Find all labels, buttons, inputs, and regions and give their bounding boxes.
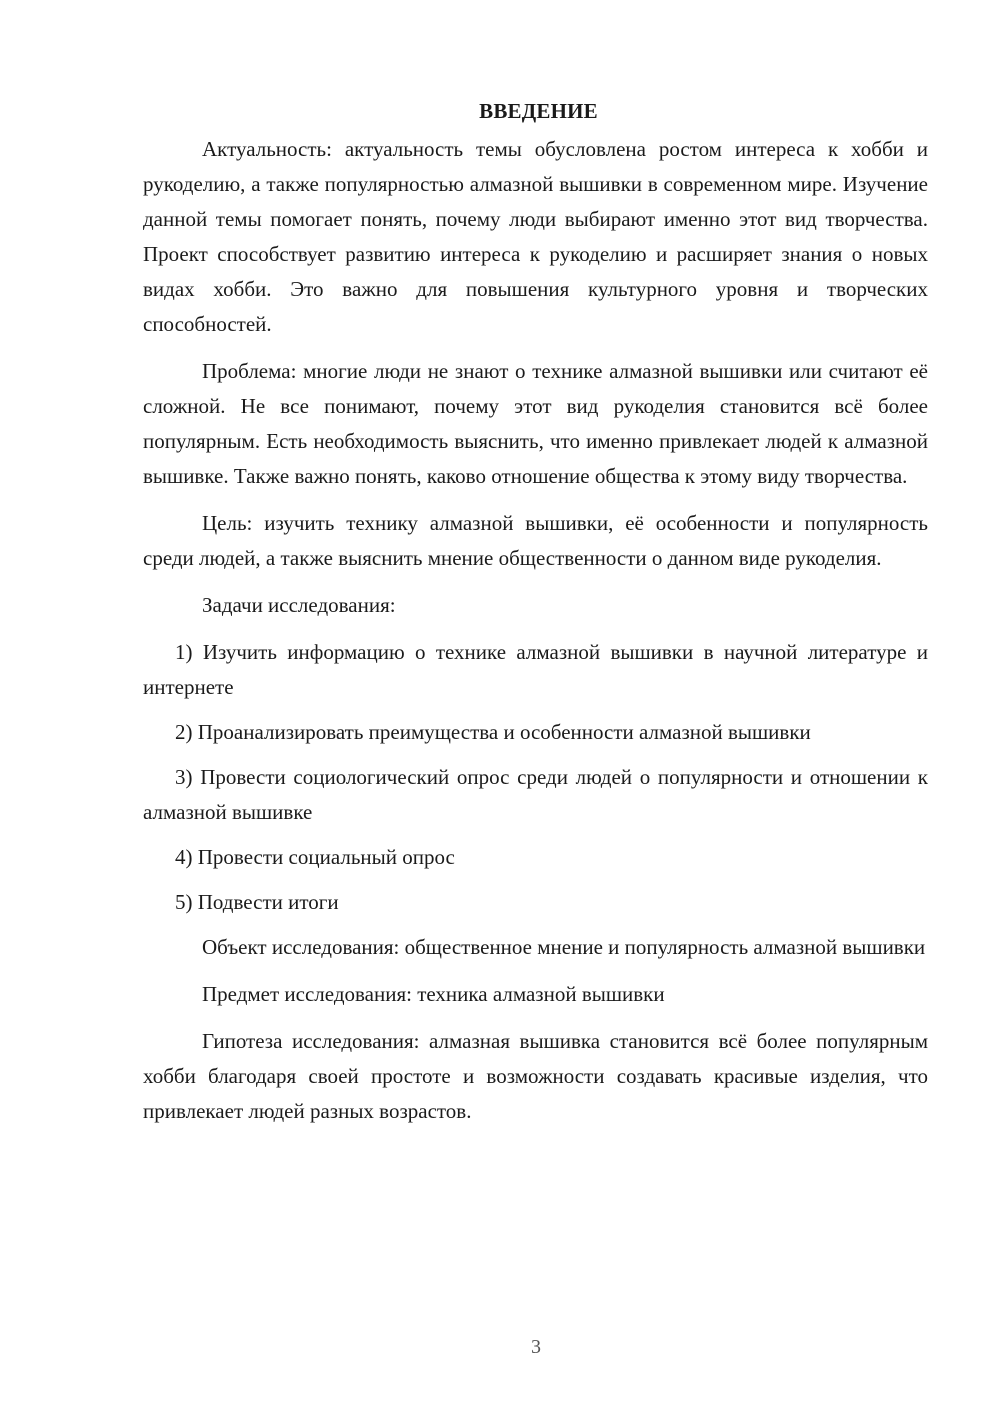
list-item: 2) Проанализировать преимущества и особенности алмазной вышивки: [175, 720, 811, 744]
list-item: 4) Провести социальный опрос: [175, 845, 455, 869]
tasks-list: [143, 635, 928, 920]
paragraph-object: Объект исследования: общественное мнение и популярность алмазной вышивки: [202, 935, 926, 959]
page-number: 3: [531, 1336, 541, 1358]
paragraph-hypothesis: Гипотеза исследования: алмазная вышивка становится всё более популярным хобби благодаря своей простоте и возможности создавать красивые изделия, что привлекает людей разных возрастов.: [143, 1029, 928, 1123]
paragraph-tasks-heading: Задачи исследования:: [202, 593, 396, 617]
section-title: ВВЕДЕНИЕ: [479, 99, 598, 123]
paragraph-goal: Цель: изучить технику алмазной вышивки, её особенности и популярность среди людей, а также выяснить мнение общественности о данном виде рукоделия.: [143, 511, 928, 570]
list-item: 3) Провести социологический опрос среди людей о популярности и отношении к алмазной вышивке: [143, 765, 928, 824]
paragraph-problem: Проблема: многие люди не знают о технике алмазной вышивки или считают её сложной. Не все понимают, почему этот вид рукоделия становится всё более популярным. Есть необходимость выяснить, что именно привлекает людей к алмазной вышивке. Также важно понять, каково отношение общества к этому виду творчества.: [143, 359, 928, 488]
paragraph-subject: Предмет исследования: техника алмазной вышивки: [202, 982, 665, 1006]
list-item: 1) Изучить информацию о технике алмазной вышивки в научной литературе и интернете: [143, 640, 928, 699]
paragraph-relevance: Актуальность: актуальность темы обусловлена ростом интереса к хобби и рукоделию, а также популярностью алмазной вышивки в современном мире. Изучение данной темы помогает понять, почему люди выбирают именно этот вид творчества. Проект способствует развитию интереса к рукоделию и расширяет знания о новых видах хобби. Это важно для повышения культурного уровня и творческих способностей.: [143, 137, 928, 336]
document-page: [143, 96, 928, 1129]
list-item: 5) Подвести итоги: [175, 890, 339, 914]
